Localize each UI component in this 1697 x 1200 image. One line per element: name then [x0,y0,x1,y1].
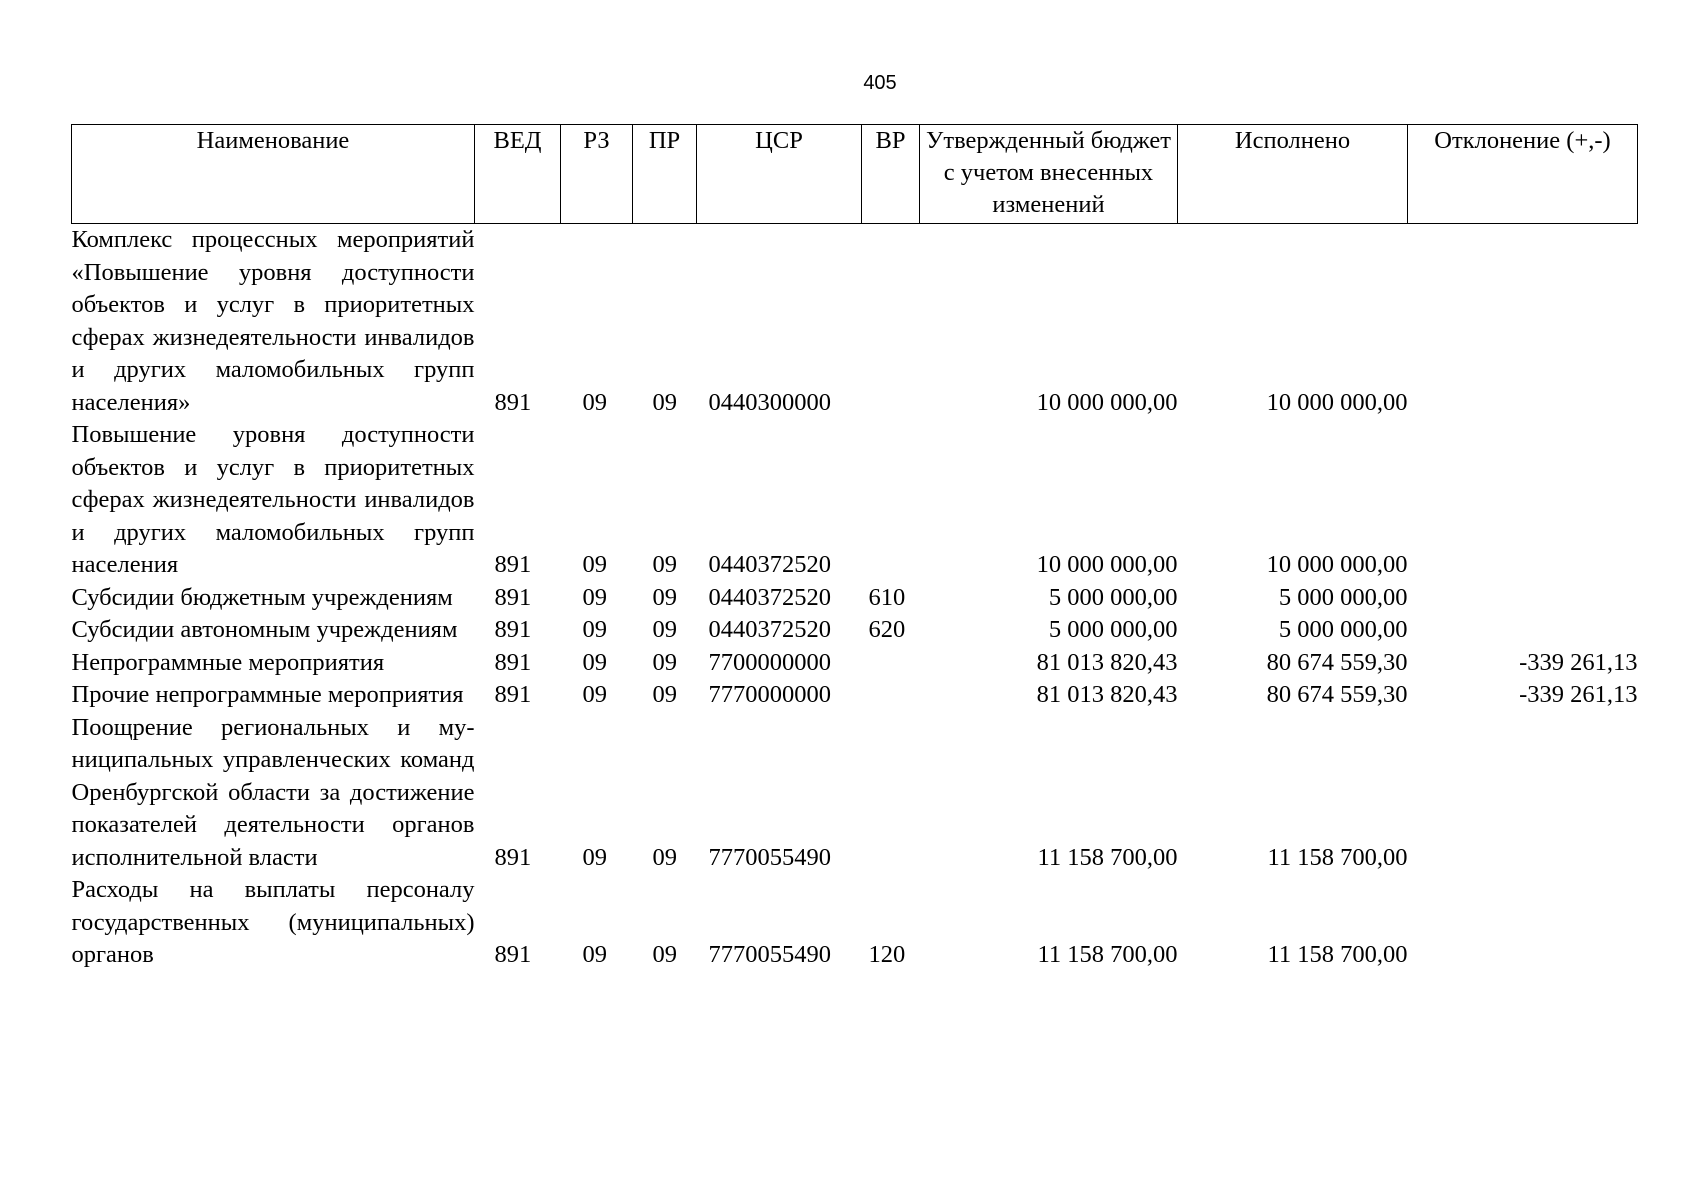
header-vr: ВР [862,125,920,224]
row-vr [862,647,920,680]
row-ved: 891 [494,843,532,871]
table-row [72,712,1638,875]
row-csr: 7770055490 [708,941,831,968]
row-csr: 7700000000 [708,648,831,676]
row-rz: 09 [582,941,607,968]
row-ved: 891 [494,583,532,611]
row-deviation: -339 261,13 [1519,648,1638,676]
row-vr [862,712,920,875]
table-row [72,679,1638,712]
row-executed: 10 000 000,00 [1266,388,1408,416]
table-row [72,614,1638,647]
row-deviation [1408,224,1638,420]
row-ved: 891 [494,648,532,676]
row-ved: 891 [494,941,532,968]
header-approved-budget: Утвержденный бюджет с учетом внесенных изменений [920,125,1178,224]
row-ved: 891 [494,388,532,416]
header-rz: РЗ [561,125,633,224]
row-csr: 0440372520 [708,616,831,643]
row-vr: 620 [868,616,906,643]
row-pr: 09 [652,941,677,968]
row-name: Непрограммные мероприятия [71,648,385,676]
row-ved: 891 [494,681,532,708]
row-vr [862,224,920,420]
row-pr: 09 [652,583,677,611]
row-executed: 5 000 000,00 [1278,583,1408,611]
row-approved-budget: 81 013 820,43 [1036,681,1178,708]
row-vr [862,679,920,712]
row-approved-budget: 5 000 000,00 [1048,583,1178,611]
row-ved: 891 [494,551,532,578]
header-deviation: Отклонение (+,-) [1408,125,1638,224]
row-pr: 09 [652,843,677,871]
row-rz: 09 [582,583,607,611]
row-name: Субсидии автономным учреждениям [71,616,458,643]
row-rz: 09 [582,648,607,676]
row-approved-budget: 5 000 000,00 [1048,616,1178,643]
row-executed: 10 000 000,00 [1266,551,1408,578]
header-executed: Исполнено [1178,125,1408,224]
row-csr: 7770000000 [708,681,831,708]
table-row [72,419,1638,582]
page-number: 405 [863,72,897,94]
budget-execution-table [71,124,1638,972]
table-row [72,224,1638,420]
header-ved: ВЕД [475,125,561,224]
row-vr: 120 [868,941,906,968]
row-csr: 0440372520 [708,583,831,611]
row-deviation [1408,874,1638,972]
row-pr: 09 [652,388,677,416]
row-rz: 09 [582,843,607,871]
row-executed: 80 674 559,30 [1266,648,1408,676]
row-deviation [1408,419,1638,582]
table-header [72,125,1638,224]
row-name: Повышение уровня доступности объектов и услуг в приоритетных сферах жизнедеятельности инвалидов и других маломобильных групп населения [71,421,475,578]
row-executed: 5 000 000,00 [1278,616,1408,643]
row-pr: 09 [652,648,677,676]
row-approved-budget: 10 000 000,00 [1036,551,1178,578]
table-row [72,582,1638,615]
row-deviation [1408,614,1638,647]
row-approved-budget: 11 158 700,00 [1037,941,1178,968]
row-executed: 11 158 700,00 [1267,843,1408,871]
row-rz: 09 [582,616,607,643]
row-name: Субсидии бюджетным учреждениям [71,583,453,611]
row-vr [862,419,920,582]
row-deviation: -339 261,13 [1519,681,1638,708]
row-executed: 11 158 700,00 [1267,941,1408,968]
header-name: Наименование [72,125,475,224]
row-csr: 0440300000 [708,388,831,416]
row-rz: 09 [582,388,607,416]
table-row [72,647,1638,680]
row-name: Прочие непрограммные мероприятия [71,681,464,708]
header-pr: ПР [633,125,697,224]
row-pr: 09 [652,551,677,578]
row-approved-budget: 11 158 700,00 [1037,843,1178,871]
table-row [72,874,1638,972]
row-deviation [1408,712,1638,875]
row-rz: 09 [582,551,607,578]
table-body [72,224,1638,972]
row-name: Поощрение региональных и муниципальных управленческих команд Оренбургской области за достижение показателей деятельности органов исполнительной власти [71,713,475,871]
row-pr: 09 [652,616,677,643]
row-rz: 09 [582,681,607,708]
row-csr: 0440372520 [708,551,831,578]
row-vr: 610 [868,583,906,611]
row-approved-budget: 10 000 000,00 [1036,388,1178,416]
row-executed: 80 674 559,30 [1266,681,1408,708]
row-approved-budget: 81 013 820,43 [1036,648,1178,676]
row-csr: 7770055490 [708,843,831,871]
header-csr: ЦСР [697,125,862,224]
row-pr: 09 [652,681,677,708]
row-deviation [1408,582,1638,615]
header-row [72,125,1638,224]
row-name: Комплекс процессных мероприятий «Повышение уровня доступности объектов и услуг в приоритетных сферах жизнедеятельности инвалидов и других маломобильных групп населения» [71,226,475,416]
row-name: Расходы на выплаты персоналу государственных (муниципальных) органов [71,876,475,968]
row-ved: 891 [494,616,532,643]
